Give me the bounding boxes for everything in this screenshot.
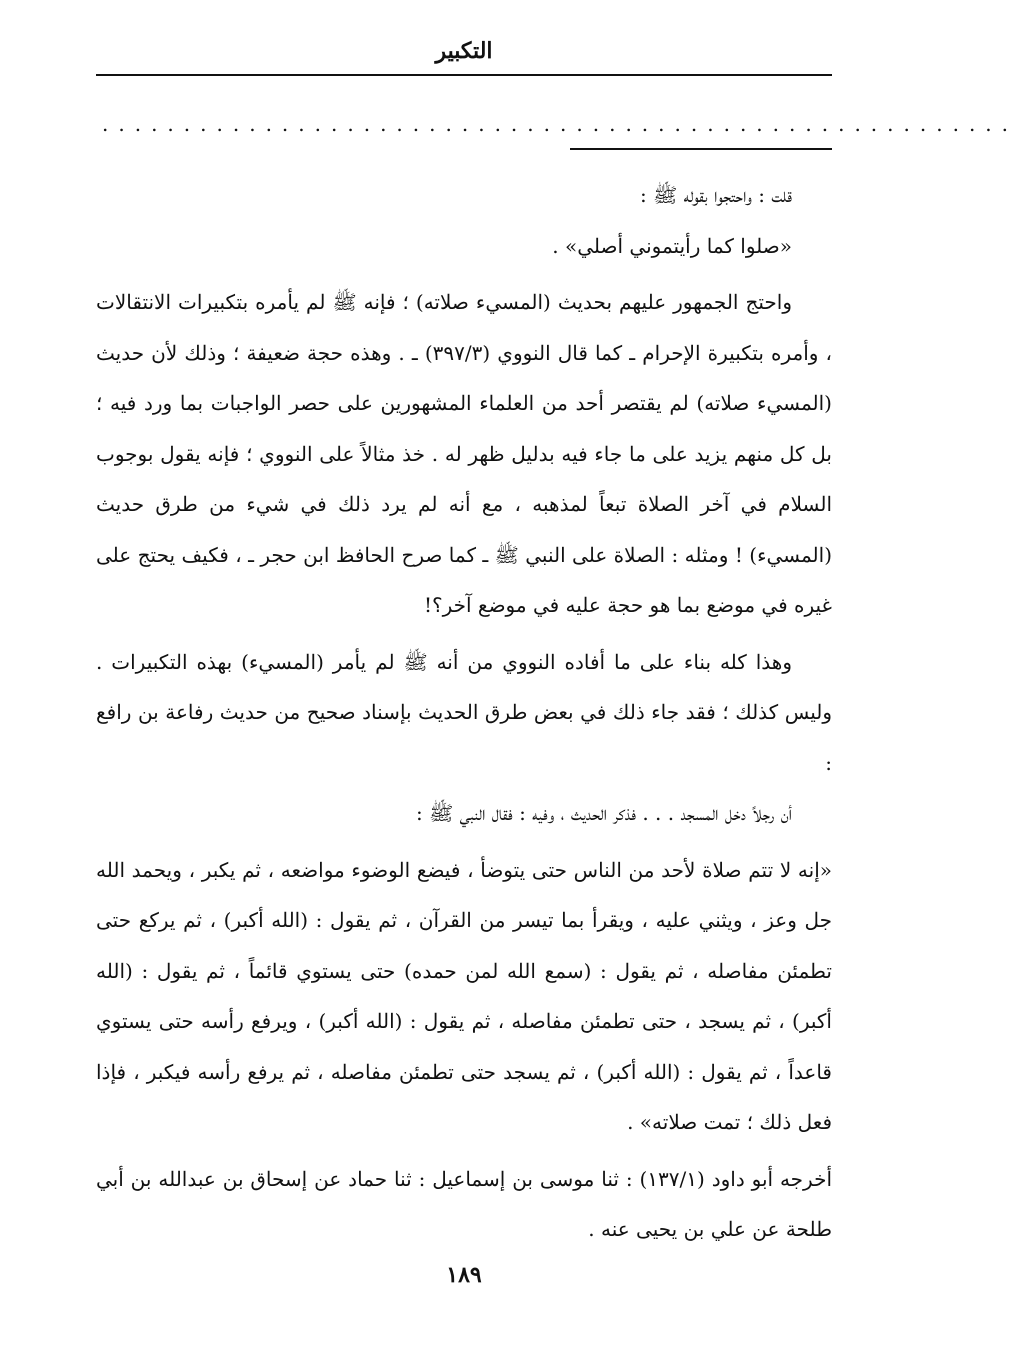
section-rule bbox=[570, 148, 832, 150]
page-number: ١٨٩ bbox=[446, 1262, 482, 1288]
paragraph-narration-intro: أن رجلاً دخل المسجد . . . فذكر الحديث ، وفيه : فقال النبي ﷺ : bbox=[416, 801, 792, 825]
paragraph-hadith-text: «إنه لا تتم صلاة لأحد من الناس حتى يتوضأ ، فيضع الوضوء مواضعه ، ثم يكبر ، ويحمد الله جل وعز ، ويثني عليه ، ويقرأ بما تيسر من القرآن ، ثم يقول : (الله أكبر) ، ثم يركع حتى تطمئن مفاصله ، ثم يقول : (سمع الله لمن حمده) حتى يستوي قائماً ، ثم يقول : (الله أكبر) ، ثم يسجد ، حتى تطمئن مفاصله ، ثم يقول : (الله أكبر) ، ويرفع رأسه حتى يستوي قاعداً ، ثم يقول : (الله أكبر) ، ثم يسجد حتى تطمئن مفاصله ، ثم يرفع رأسه فيكبر ، فإذا فعل ذلك ؛ تمت صلاته» . bbox=[96, 857, 832, 1134]
paragraph-rebuttal: وهذا كله بناء على ما أفاده النووي من أنه ﷺ لم يأمر (المسيء) بهذه التكبيرات . وليس كذلك ؛ فقد جاء ذلك في بعض طرق الحديث بإسناد صحيح من حديث رفاعة بن رافع : bbox=[96, 649, 832, 775]
paragraph-takhrij: أخرجه أبو داود (١٣٧/١) : ثنا موسى بن إسماعيل : ثنا حماد عن إسحاق بن عبدالله بن أبي طلحة عن علي بن يحيى عنه . bbox=[96, 1166, 833, 1241]
paragraph-statement: قلت : واحتجوا بقوله ﷺ : bbox=[639, 183, 792, 207]
dotted-separator: ........................................................ bbox=[102, 112, 1018, 136]
header-rule bbox=[96, 74, 832, 76]
paragraph-hadith-quote: «صلوا كما رأيتموني أصلي» . bbox=[552, 233, 792, 258]
running-head-title: التكبير bbox=[435, 38, 493, 64]
paragraph-argument: واحتج الجمهور عليهم بحديث (المسيء صلاته) ؛ فإنه ﷺ لم يأمره بتكبيرات الانتقالات ، وأمره بتكبيرة الإحرام ـ كما قال النووي (٣٩٧/٣) ـ . وهذه حجة ضعيفة ؛ وذلك لأن حديث (المسيء صلاته) لم يقتصر أحد من العلماء المشهورين على حصر الواجبات بما ورد فيه ؛ بل كل منهم يزيد على ما جاء فيه بدليل ظهر له . خذ مثالاً على النووي ؛ فإنه يقول بوجوب السلام في آخر الصلاة تبعاً لمذهبه ، مع أنه لم يرد ذلك في شيء من طرق حديث (المسيء) ! ومثله : الصلاة على النبي ﷺ ـ كما صرح الحافظ ابن حجر ـ ، فكيف يحتج على غيره في موضع بما هو حجة عليه في موضع آخر؟! bbox=[96, 290, 832, 617]
body-text bbox=[96, 170, 832, 1255]
